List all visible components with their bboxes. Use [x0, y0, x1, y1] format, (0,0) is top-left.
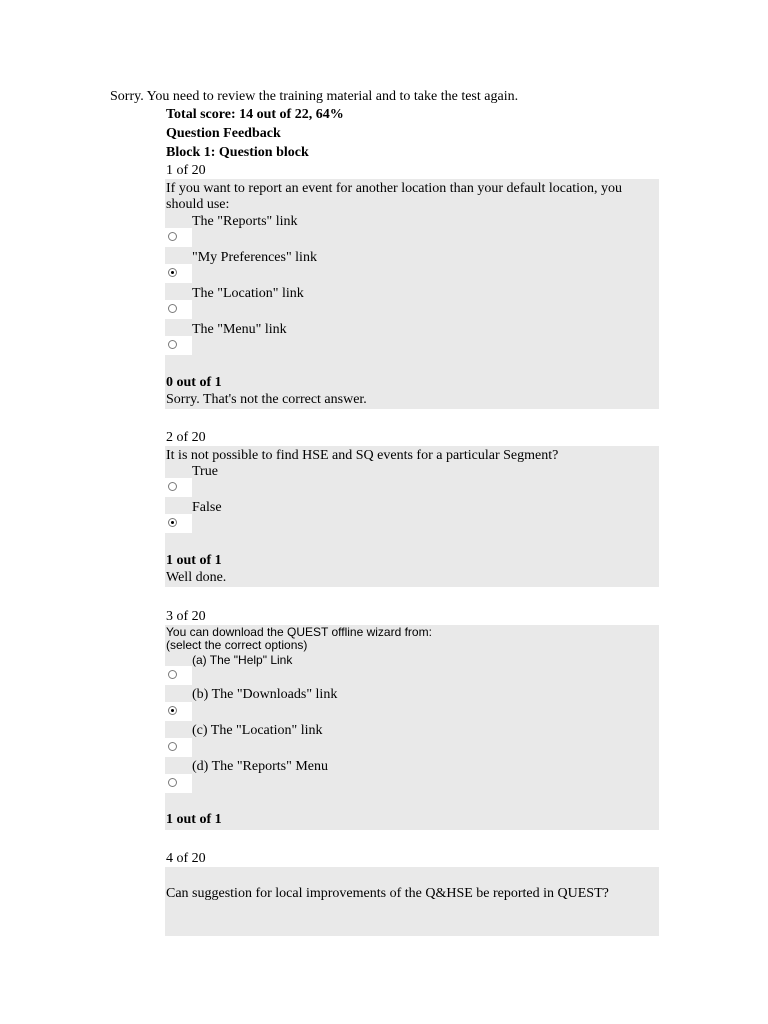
radio-button[interactable] — [168, 778, 177, 787]
radio-button[interactable] — [168, 304, 177, 313]
question-counter: 2 of 20 — [166, 430, 206, 445]
option-radio-cell — [165, 300, 192, 319]
option-radio-cell — [165, 738, 192, 757]
question-block-4 — [165, 867, 659, 936]
option-label: (c) The "Location" link — [192, 723, 323, 738]
radio-button[interactable] — [168, 340, 177, 349]
radio-button[interactable] — [168, 670, 177, 679]
question-text: If you want to report an event for another location than your default location, you should use: — [166, 181, 623, 212]
option-label: "My Preferences" link — [192, 250, 317, 265]
question-text-line-2: (select the correct options) — [166, 638, 308, 652]
option-radio-cell — [165, 514, 192, 533]
radio-button-selected[interactable] — [168, 706, 177, 715]
option-radio-cell — [165, 666, 192, 685]
option-radio-cell — [165, 264, 192, 283]
question-block-2 — [165, 446, 659, 587]
option-radio-cell — [165, 478, 192, 497]
option-radio-cell — [165, 774, 192, 793]
option-radio-cell — [165, 336, 192, 355]
question-feedback-title: Question Feedback — [166, 126, 281, 141]
question-text: Can suggestion for local improvements of the Q&HSE be reported in QUEST? — [166, 886, 609, 901]
option-label: (d) The "Reports" Menu — [192, 759, 328, 774]
option-label: The "Reports" link — [192, 214, 298, 229]
total-score: Total score: 14 out of 22, 64% — [166, 107, 344, 122]
question-block-3 — [165, 625, 659, 830]
radio-button[interactable] — [168, 482, 177, 491]
option-label: The "Menu" link — [192, 322, 287, 337]
radio-button[interactable] — [168, 232, 177, 241]
question-text-line-1: You can download the QUEST offline wizard from: — [166, 625, 432, 639]
question-counter: 4 of 20 — [166, 851, 206, 866]
question-counter: 1 of 20 — [166, 163, 206, 178]
option-label: (a) The "Help" Link — [192, 653, 293, 667]
question-counter: 3 of 20 — [166, 609, 206, 624]
radio-button-selected[interactable] — [168, 268, 177, 277]
option-radio-cell — [165, 228, 192, 247]
question-score: 1 out of 1 — [166, 553, 222, 568]
radio-button[interactable] — [168, 742, 177, 751]
result-message: Sorry. You need to review the training material and to take the test again. — [110, 89, 519, 104]
option-label: False — [192, 500, 222, 515]
option-radio-cell — [165, 702, 192, 721]
option-label: True — [192, 464, 218, 479]
option-label: The "Location" link — [192, 286, 304, 301]
question-score: 0 out of 1 — [166, 375, 222, 390]
radio-button-selected[interactable] — [168, 518, 177, 527]
question-block-1 — [165, 179, 659, 409]
block-title: Block 1: Question block — [166, 145, 309, 160]
question-score: 1 out of 1 — [166, 812, 222, 827]
question-feedback: Well done. — [166, 570, 227, 585]
option-label: (b) The "Downloads" link — [192, 687, 338, 702]
question-text: It is not possible to find HSE and SQ events for a particular Segment? — [166, 448, 559, 463]
question-feedback: Sorry. That's not the correct answer. — [166, 392, 367, 407]
